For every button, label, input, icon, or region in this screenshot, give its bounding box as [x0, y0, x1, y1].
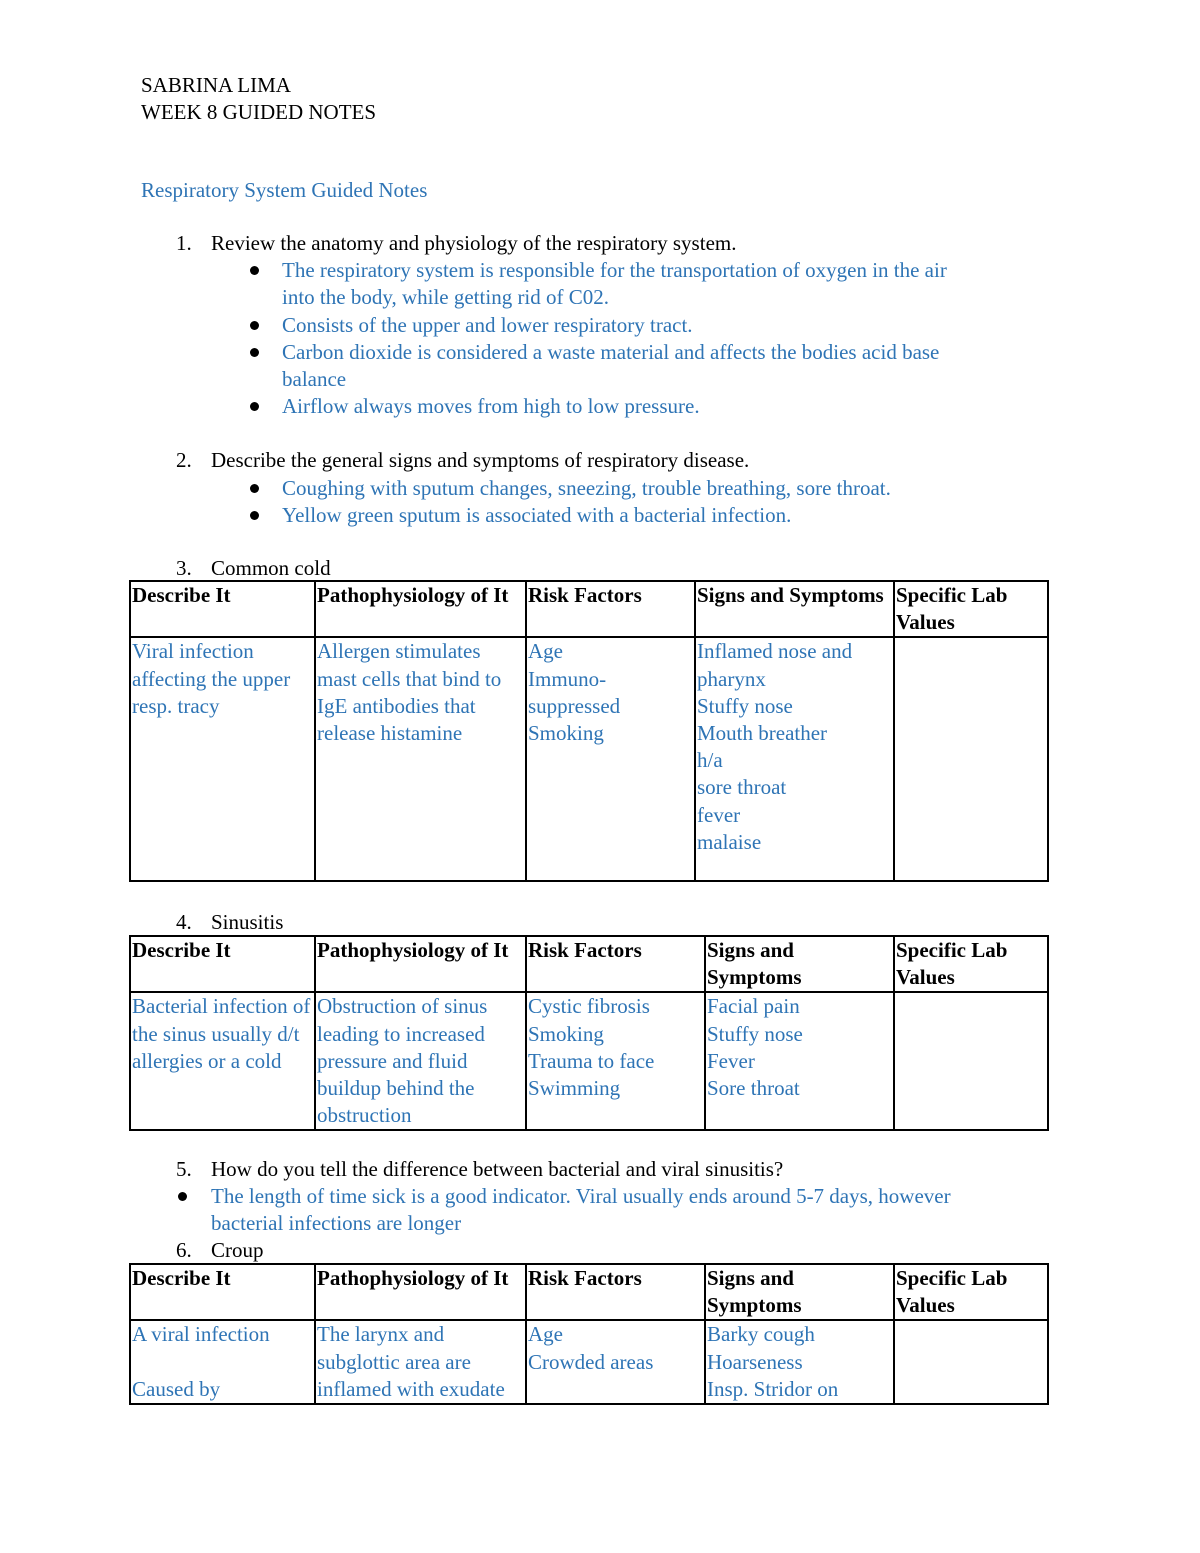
cell-text: The larynx and subglottic area are inflamed with exudate — [317, 1322, 505, 1401]
q3-title: Common cold — [211, 556, 331, 580]
list-item: Swimming — [528, 1076, 621, 1101]
q2-number: 2. — [176, 448, 192, 472]
cell-risk-factors — [526, 992, 705, 1130]
header-lab-values: Specific Lab Values — [894, 1264, 1048, 1320]
list-item: Smoking — [528, 1021, 604, 1046]
list-item: Stuffy nose — [697, 693, 793, 718]
q5-text: How do you tell the difference between bacterial and viral sinusitis? — [211, 1157, 784, 1181]
q1-bullet-1-line-2: into the body, while getting rid of C02. — [282, 285, 610, 309]
header-describe: Describe It — [130, 581, 315, 637]
list-item: Cystic fibrosis — [528, 994, 650, 1019]
list-item: Facial pain — [707, 994, 800, 1019]
list-item: Age — [528, 1322, 563, 1347]
table-header-row — [130, 1264, 1048, 1320]
document-title: WEEK 8 GUIDED NOTES — [141, 100, 377, 124]
q2-bullet-1: Coughing with sputum changes, sneezing, trouble breathing, sore throat. — [282, 476, 891, 500]
blank-line — [132, 1349, 314, 1376]
q1-bullet-3-line-2: balance — [282, 367, 347, 391]
cell-describe — [130, 1320, 315, 1404]
list-item: Sore throat — [707, 1076, 800, 1101]
cell-risk-factors — [526, 1320, 705, 1404]
cell-text: Obstruction of sinus leading to increased pressure and fluid buildup behind the obstruction — [317, 994, 488, 1128]
list-item: Trauma to face — [528, 1048, 655, 1073]
q3-number: 3. — [176, 556, 192, 580]
list-item: Inflamed nose and — [697, 639, 853, 664]
list-item: Immuno- — [528, 666, 607, 691]
list-item: h/a — [697, 748, 723, 773]
cell-signs-symptoms — [695, 637, 894, 881]
q1-bullet-4: Airflow always moves from high to low pressure. — [282, 394, 700, 418]
list-item: Fever — [707, 1048, 755, 1073]
list-item: malaise — [697, 829, 762, 854]
q2-bullet-2: Yellow green sputum is associated with a bacterial infection. — [282, 503, 792, 527]
header-risk-factors: Risk Factors — [526, 581, 695, 637]
list-item: fever — [697, 802, 741, 827]
common-cold-table — [129, 580, 1049, 882]
bullet-icon — [250, 484, 259, 493]
header-signs-symptoms: Signs and Symptoms — [705, 1264, 894, 1320]
list-item: Insp. Stridor on — [707, 1376, 839, 1401]
bullet-icon — [250, 511, 259, 520]
list-item: Mouth breather — [697, 721, 828, 746]
list-item: Hoarseness — [707, 1349, 803, 1374]
cell-text: Bacterial infection of the sinus usually d/t allergies or a cold — [132, 994, 311, 1073]
list-item: Caused by — [132, 1376, 221, 1401]
table-header-row — [130, 936, 1048, 992]
header-lab-values: Specific Lab Values — [894, 581, 1048, 637]
bullet-icon — [250, 321, 259, 330]
table-row — [130, 1320, 1048, 1404]
cell-describe — [130, 637, 315, 881]
q1-bullet-1-line-1: The respiratory system is responsible for the transportation of oxygen in the air — [282, 258, 947, 282]
header-risk-factors: Risk Factors — [526, 936, 705, 992]
table-row — [130, 992, 1048, 1130]
sinusitis-table — [129, 935, 1049, 1131]
cell-lab-values — [894, 637, 1048, 881]
header-lab-values: Specific Lab Values — [894, 936, 1048, 992]
header-pathophysiology: Pathophysiology of It — [315, 936, 526, 992]
list-item: Crowded areas — [528, 1349, 654, 1374]
list-item: suppressed — [528, 693, 621, 718]
q1-text: Review the anatomy and physiology of the respiratory system. — [211, 231, 737, 255]
q6-title: Croup — [211, 1238, 264, 1262]
list-item: pharynx — [697, 666, 766, 691]
cell-pathophysiology — [315, 1320, 526, 1404]
cell-risk-factors — [526, 637, 695, 881]
section-title: Respiratory System Guided Notes — [141, 178, 428, 202]
cell-lab-values — [894, 1320, 1048, 1404]
bullet-icon — [178, 1192, 187, 1201]
q2-text: Describe the general signs and symptoms of respiratory disease. — [211, 448, 750, 472]
q1-bullet-3-line-1: Carbon dioxide is considered a waste material and affects the bodies acid base — [282, 340, 940, 364]
list-item: Age — [528, 639, 563, 664]
q6-number: 6. — [176, 1238, 192, 1262]
header-risk-factors: Risk Factors — [526, 1264, 705, 1320]
header-describe: Describe It — [130, 1264, 315, 1320]
list-item: Stuffy nose — [707, 1021, 803, 1046]
cell-describe — [130, 992, 315, 1130]
header-signs-symptoms: Signs and Symptoms — [695, 581, 894, 637]
cell-pathophysiology — [315, 637, 526, 881]
list-item: Barky cough — [707, 1322, 815, 1347]
cell-pathophysiology — [315, 992, 526, 1130]
q1-bullet-2: Consists of the upper and lower respiratory tract. — [282, 313, 693, 337]
header-signs-symptoms: Signs and Symptoms — [705, 936, 894, 992]
header-describe: Describe It — [130, 936, 315, 992]
q1-number: 1. — [176, 231, 192, 255]
q4-title: Sinusitis — [211, 910, 284, 934]
list-item: Smoking — [528, 721, 604, 746]
q5-bullet-line-1: The length of time sick is a good indicator. Viral usually ends around 5-7 days, however — [211, 1184, 951, 1208]
cell-lab-values — [894, 992, 1048, 1130]
bullet-icon — [250, 348, 259, 357]
list-item: A viral infection — [132, 1322, 270, 1347]
cell-text: Allergen stimulates mast cells that bind to IgE antibodies that release histamine — [317, 639, 502, 746]
q5-bullet-line-2: bacterial infections are longer — [211, 1211, 462, 1235]
header-pathophysiology: Pathophysiology of It — [315, 1264, 526, 1320]
q4-number: 4. — [176, 910, 192, 934]
student-name: SABRINA LIMA — [141, 73, 291, 97]
list-item: sore throat — [697, 775, 787, 800]
table-row — [130, 637, 1048, 881]
croup-table — [129, 1263, 1049, 1405]
q5-number: 5. — [176, 1157, 192, 1181]
cell-signs-symptoms — [705, 1320, 894, 1404]
bullet-icon — [250, 266, 259, 275]
cell-text: Viral infection affecting the upper resp. tracy — [132, 639, 291, 718]
bullet-icon — [250, 402, 259, 411]
header-pathophysiology: Pathophysiology of It — [315, 581, 526, 637]
table-header-row — [130, 581, 1048, 637]
cell-signs-symptoms — [705, 992, 894, 1130]
